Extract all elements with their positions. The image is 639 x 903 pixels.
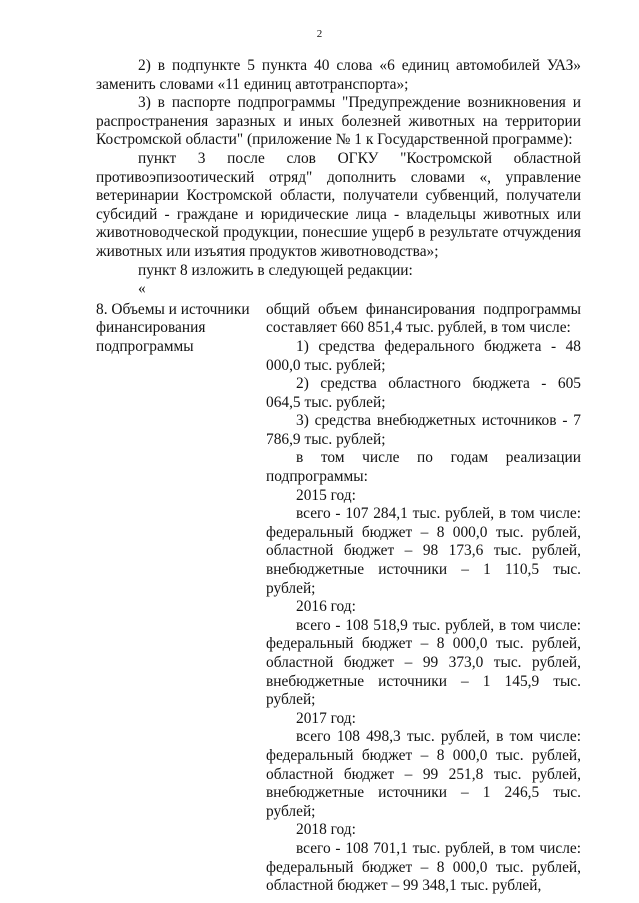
paragraph-item-3: 3) в паспорте подпрограммы "Предупреждение возникновения и распространения заразных и иных болезней животных на территории Костромской области" (приложение № 1 к Государственной программе): (96, 94, 581, 149)
financing-regional: 2) средства областного бюджета - 605 064,5 тыс. рублей; (266, 375, 581, 411)
financing-total: общий объем финансирования подпрограммы составляет 660 851,4 тыс. рублей, в том числе: (266, 300, 581, 337)
financing-details (266, 301, 581, 896)
open-quote: « (138, 280, 146, 298)
financing-extrabudgetary: 3) средства внебюджетных источников - 7 786,9 тыс. рублей; (266, 412, 581, 448)
paragraph-item-2: 2) в подпункте 5 пункта 40 слова «6 единиц автомобилей УАЗ» заменить словами «11 единиц автотранспорта»; (96, 57, 581, 93)
financing-federal: 1) средства федерального бюджета - 48 000,0 тыс. рублей; (266, 337, 581, 374)
year-2016-details: всего - 108 518,9 тыс. рублей, в том числе: федеральный бюджет – 8 000,0 тыс. рублей, областной бюджет – 99 373,0 тыс. рублей, внебюджетные источники – 1 145,9 тыс. рублей; (266, 616, 581, 709)
year-2015-details: всего - 107 284,1 тыс. рублей, в том числе: федеральный бюджет – 8 000,0 тыс. рублей, областной бюджет – 98 173,6 тыс. рублей, внебюджетные источники – 1 110,5 тыс. рублей; (266, 505, 581, 597)
year-2017-details: всего 108 498,3 тыс. рублей, в том числе: федеральный бюджет – 8 000,0 тыс. рублей, областной бюджет – 99 251,8 тыс. рублей, внебюджетные источники – 1 246,5 тыс. рублей; (266, 728, 581, 820)
paragraph-point-3: пункт 3 после слов ОГКУ "Костромской областной противоэпизоотический отряд" дополнить словами «, управление ветеринарии Костромской области, получатели субвенций, получатели субсидий - граждане и юридические лица - владельцы животных или животноводческой продукции, понесшие ущерб в результате отчуждения животных или изъятия продуктов животноводства»; (96, 149, 581, 260)
year-2018-details: всего - 108 701,1 тыс. рублей, в том числе: федеральный бюджет – 8 000,0 тыс. рублей, областной бюджет – 99 348,1 тыс. рублей, (266, 839, 581, 895)
financing-label: 8. Объемы и источники финансирования подпрограммы (96, 300, 250, 355)
paragraph-point-8: пункт 8 изложить в следующей редакции: (138, 261, 413, 279)
financing-by-years-heading: в том числе по годам реализации подпрограммы: (266, 449, 581, 486)
page-number: 2 (316, 28, 323, 40)
year-2018-heading: 2018 год: (296, 821, 356, 839)
financing-table-row (96, 301, 581, 896)
document-body (96, 57, 581, 896)
year-2017-heading: 2017 год: (296, 709, 356, 727)
year-2015-heading: 2015 год: (296, 486, 356, 504)
year-2016-heading: 2016 год: (296, 598, 356, 616)
